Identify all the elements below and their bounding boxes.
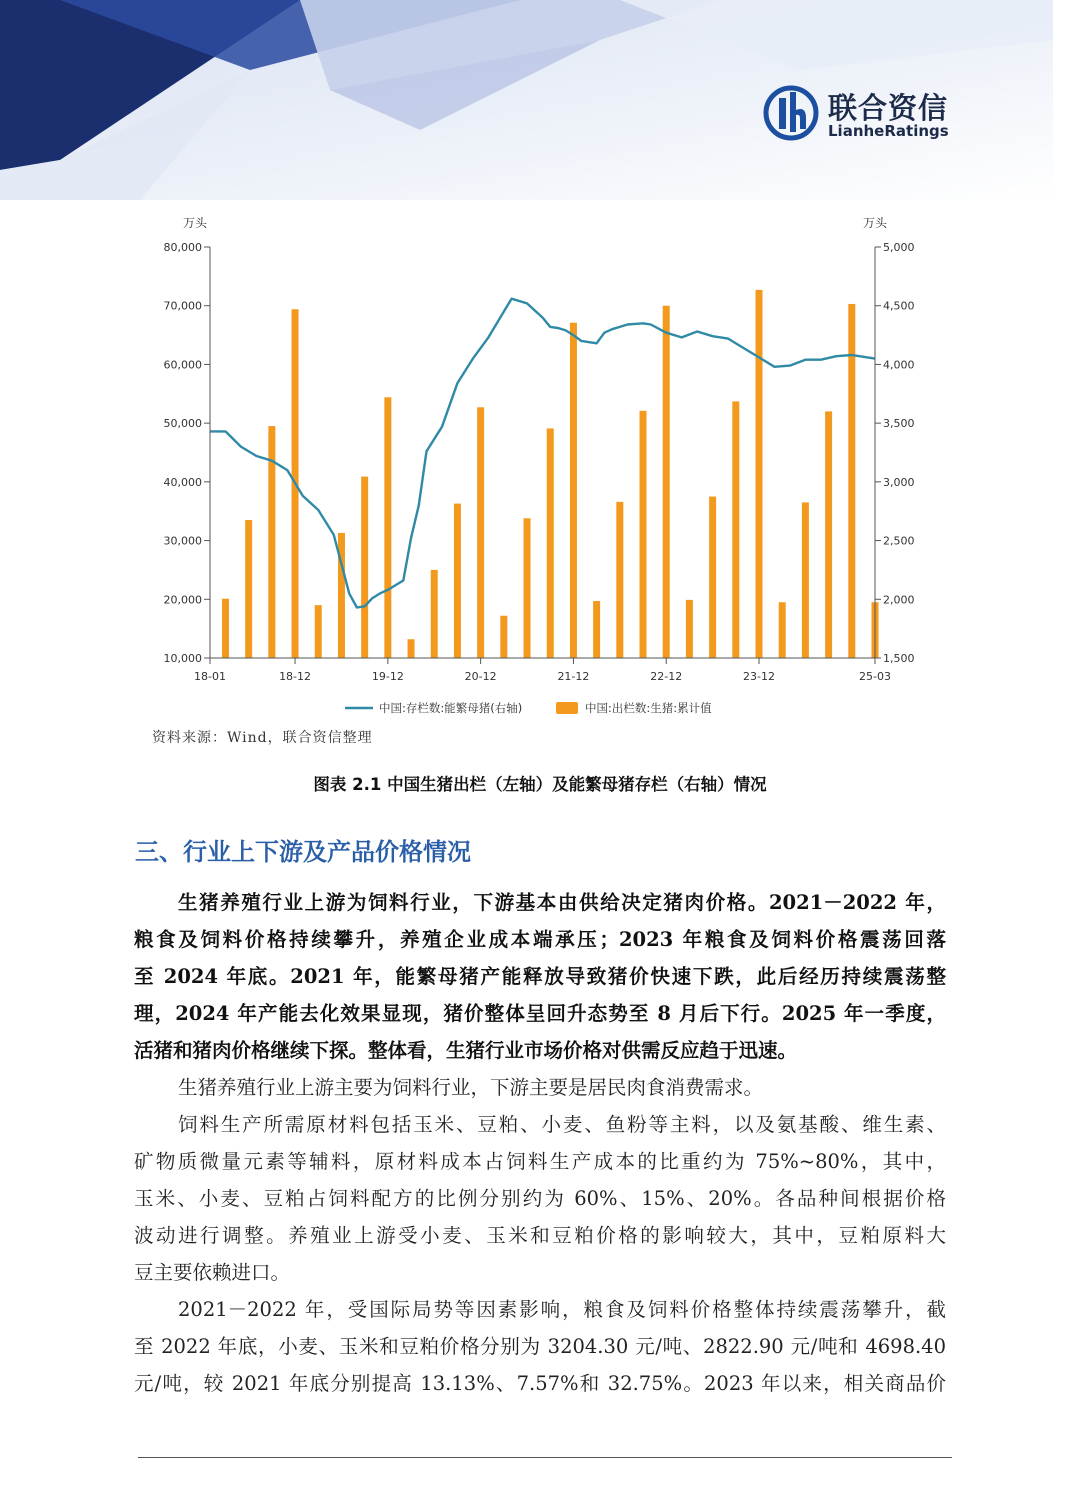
bar (616, 502, 623, 658)
left-axis-unit: 万头 (182, 216, 208, 230)
bar (593, 601, 600, 658)
brand-name-en: LianheRatings (828, 122, 949, 140)
figure-caption: 图表 2.1 中国生猪出栏（左轴）及能繁母猪存栏（右轴）情况 (313, 775, 767, 794)
bar (408, 639, 415, 658)
bar (477, 407, 484, 658)
left-tick-label: 20,000 (163, 593, 202, 607)
bar (384, 397, 391, 658)
bar (802, 502, 809, 658)
x-tick-label: 23-12 (743, 670, 775, 683)
left-tick-label: 10,000 (163, 652, 202, 665)
right-tick-label: 4,500 (883, 299, 915, 313)
right-tick-label: 5,000 (883, 241, 915, 254)
summary-line: 至 2024 年底。2021 年，能繁母猪产能释放导致猪价快速下跌，此后经历持续震荡整 (134, 965, 946, 988)
body-line: 至 2022 年底，小麦、玉米和豆粕价格分别为 3204.30 元/吨、2822.90 元/吨和 4698.40 (134, 1335, 946, 1358)
hog-chart (140, 210, 915, 730)
summary-paragraph (134, 884, 946, 1069)
body-paragraph (134, 1291, 946, 1402)
bar (547, 428, 554, 658)
bar (245, 520, 252, 658)
bar (431, 570, 438, 658)
x-tick-label: 18-01 (194, 670, 226, 683)
bar (663, 306, 670, 658)
bar (756, 290, 763, 658)
body-line: 玉米、小麦、豆粕占饲料配方的比例分别约为 60%、15%、20%。各品种间根据价格 (134, 1187, 946, 1210)
bar (524, 518, 531, 658)
brand-name-cn: 联合资信 (828, 91, 949, 125)
right-tick-label: 1,500 (883, 652, 915, 665)
source-note: 资料来源：Wind，联合资信整理 (152, 730, 373, 746)
bar (825, 411, 832, 658)
bar (732, 401, 739, 658)
body-line: 元/吨，较 2021 年底分别提高 13.13%、7.57%和 32.75%。2023 年以来，相关商品价 (134, 1372, 946, 1395)
body-line: 生猪养殖行业上游主要为饲料行业，下游主要是居民肉食消费需求。 (178, 1076, 764, 1099)
bar (686, 600, 693, 658)
x-tick-label: 20-12 (464, 670, 497, 683)
left-tick-label: 60,000 (163, 358, 202, 372)
summary-line: 理，2024 年产能去化效果显现，猪价整体呈回升态势至 8 月后下行。2025 年一季度， (134, 1002, 946, 1025)
right-tick-label: 2,500 (883, 534, 915, 548)
body-paragraph (134, 1106, 946, 1291)
x-tick-label: 19-12 (371, 670, 404, 683)
left-tick-label: 70,000 (163, 299, 202, 313)
summary-line: 生猪养殖行业上游为饲料行业，下游基本由供给决定猪肉价格。2021－2022 年， (178, 891, 946, 914)
body-line: 波动进行调整。养殖业上游受小麦、玉米和豆粕价格的影响较大，其中，豆粕原料大 (134, 1224, 946, 1247)
x-tick-label: 22-12 (650, 670, 683, 683)
right-tick-label: 2,000 (883, 593, 915, 607)
body-line: 豆主要依赖进口。 (134, 1261, 291, 1284)
body-paragraph (134, 1069, 946, 1106)
bar (570, 323, 577, 658)
right-tick-label: 4,000 (883, 358, 915, 372)
legend-bar-label: 中国:出栏数:生猪:累计值 (585, 701, 712, 715)
section-title: 三、行业上下游及产品价格情况 (135, 838, 471, 866)
lianhe-logo-icon (762, 84, 820, 142)
body-line: 矿物质微量元素等辅料，原材料成本占饲料生产成本的比重约为 75%~80%，其中， (134, 1150, 946, 1173)
body-line: 2021－2022 年，受国际局势等因素影响，粮食及饲料价格整体持续震荡攀升，截 (178, 1298, 946, 1321)
bar (779, 602, 786, 658)
left-tick-label: 50,000 (163, 417, 202, 431)
right-axis-unit: 万头 (862, 216, 888, 230)
left-tick-label: 80,000 (163, 241, 202, 254)
summary-line: 粮食及饲料价格持续攀升，养殖企业成本端承压；2023 年粮食及饲料价格震荡回落 (134, 928, 946, 951)
x-tick-label: 21-12 (557, 670, 590, 683)
bar (500, 616, 507, 658)
right-tick-label: 3,500 (883, 417, 915, 431)
bar (315, 605, 322, 658)
bar (640, 411, 647, 658)
bar (848, 304, 855, 658)
right-tick-label: 3,000 (883, 475, 915, 489)
bar (222, 599, 229, 658)
bar (709, 497, 716, 658)
brand-logo (762, 84, 962, 144)
x-tick-label: 18-12 (279, 670, 312, 683)
summary-line: 活猪和猪肉价格继续下探。整体看，生猪行业市场价格对供需反应趋于迅速。 (134, 1039, 798, 1062)
left-tick-label: 30,000 (163, 534, 202, 548)
x-tick-label: 25-03 (859, 670, 891, 683)
left-tick-label: 40,000 (163, 475, 202, 489)
line-series (210, 299, 875, 608)
body-line: 饲料生产所需原材料包括玉米、豆粕、小麦、鱼粉等主料，以及氨基酸、维生素、 (178, 1113, 946, 1136)
bar (454, 504, 461, 658)
legend-bar-swatch (556, 702, 578, 714)
legend-line-label: 中国:存栏数:能繁母猪(右轴) (379, 701, 523, 715)
footer-rule (138, 1457, 952, 1458)
bar (361, 477, 368, 658)
